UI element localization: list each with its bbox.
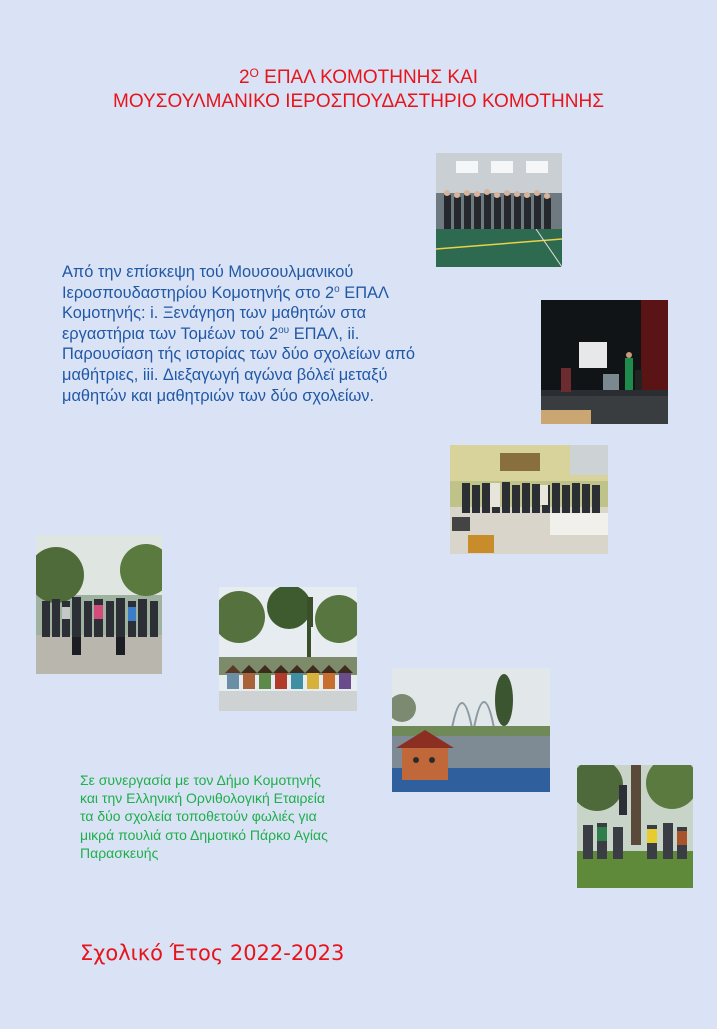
photo-pond-birdhouse — [392, 668, 550, 792]
photo-birdhouses-park — [219, 587, 357, 711]
page-title — [0, 66, 717, 114]
photo-stage-presentation — [541, 300, 668, 424]
photo-park-group — [36, 535, 162, 674]
photo-tree-installation — [577, 765, 693, 888]
photo-classroom-group — [450, 445, 608, 554]
collaboration-note: Σε συνεργασία με τον Δήμο Κομοτηνής και την Ελληνική Ορνιθολογική Εταιρεία τα δύο σχολεία τοποθετούν φωλιές για μικρά πουλιά στο Δημοτικό Πάρκο Αγίας Παρασκευής — [80, 772, 328, 861]
school-year: Σχολικό Έτος 2022-2023 — [80, 941, 345, 965]
visit-description: Από την επίσκεψη τού Μουσουλμανικού Ιεροσπουδαστηρίου Κομοτηνής στο $2^o$ ΕΠΑΛ Κομοτηνής: i. Ξενάγηση των μαθητών στα εργαστήρια των Τομέων τού $2^{o\upsilon}$ ΕΠΑΛ, ii. Παρουσίαση τής ιστορίας των δύο σχολείων από μαθήτριες, iii. Διεξαγωγή αγώνα βόλεϊ μεταξύ μαθητών και μαθητριών των δύο σχολείων. — [62, 263, 416, 405]
title-line-1: $2^O$ ΕΠΑΛ ΚΟΜΟΤΗΝΗΣ ΚΑΙ — [238, 66, 479, 88]
photo-gym-group — [436, 153, 562, 267]
title-line-2: ΜΟΥΣΟΥΛΜΑΝΙΚΟ ΙΕΡΟΣΠΟΥΔΑΣΤΗΡΙΟ ΚΟΜΟΤΗΝΗΣ — [113, 91, 604, 112]
